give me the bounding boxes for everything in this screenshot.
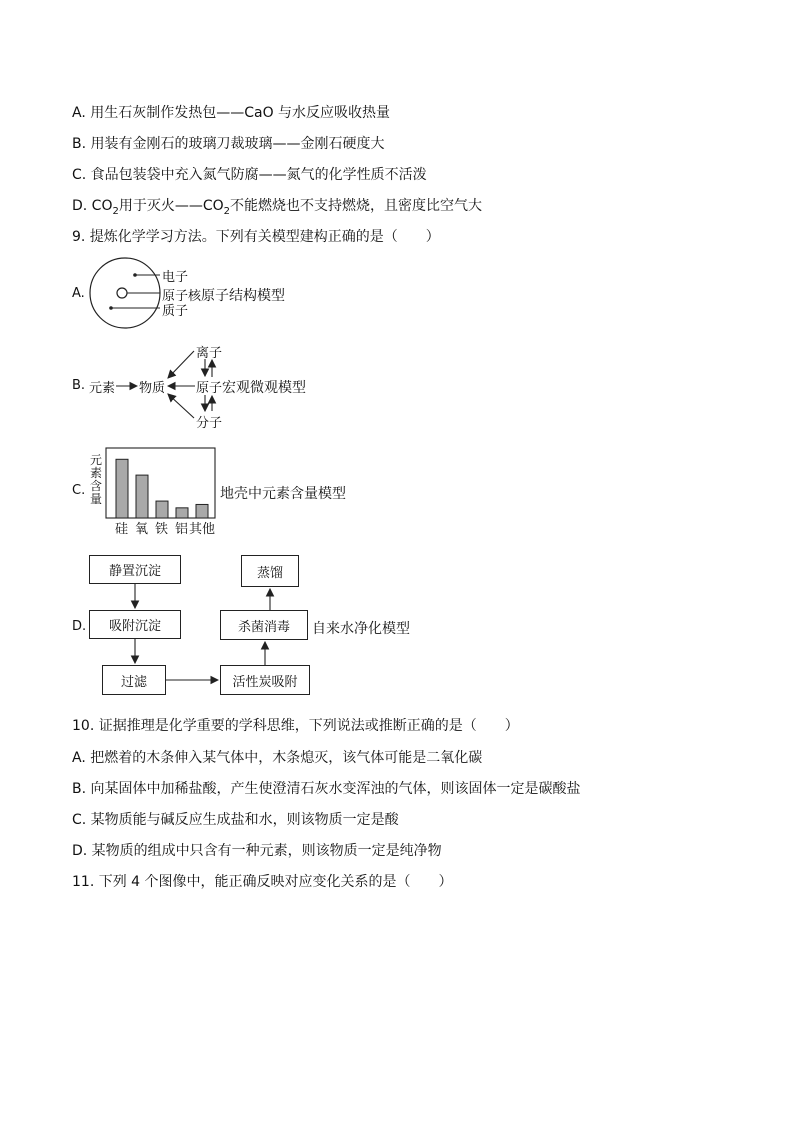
- step-distillation: 蒸馏: [241, 555, 299, 587]
- q8-option-b: B. 用装有金刚石的玻璃刀裁玻璃——金刚石硬度大: [72, 136, 385, 152]
- nucleus-text: 原子核: [162, 289, 202, 304]
- label-electron: 电子: [162, 270, 189, 285]
- step-static-settling: 静置沉淀: [89, 555, 181, 584]
- atom-text: 原子: [196, 381, 223, 396]
- atom-model-title: 原子结构模型: [201, 288, 286, 304]
- x-tick-2: 氧: [135, 522, 149, 537]
- q9-b-label: B.: [72, 378, 86, 393]
- q10-option-a: A. 把燃着的木条伸入某气体中，木条熄灭，该气体可能是二氧化碳: [72, 750, 483, 766]
- ylabel-char-3: 含: [89, 479, 102, 493]
- crust-model-title: 地壳中元素含量模型: [220, 486, 346, 502]
- q8-d-suffix: 不能燃烧也不支持燃烧，且密度比空气大: [230, 198, 483, 214]
- q8-option-a: A. 用生石灰制作发热包——CaO 与水反应吸收热量: [72, 105, 391, 121]
- step-activated-carbon: 活性炭吸附: [220, 665, 310, 695]
- ylabel-char-4: 量: [89, 492, 102, 506]
- label-ion: 离子: [196, 346, 223, 361]
- q10-option-c: C. 某物质能与碱反应生成盐和水，则该物质一定是酸: [72, 812, 399, 828]
- ylabel-char-2: 素: [89, 466, 102, 480]
- x-tick-1: 硅: [115, 522, 129, 537]
- q9-c-label: C.: [72, 483, 86, 498]
- step-disinfection: 杀菌消毒: [220, 610, 308, 640]
- step-adsorption-settling: 吸附沉淀: [89, 610, 181, 639]
- label-proton: 质子: [162, 304, 189, 319]
- q8-d-sub1: 2: [112, 205, 119, 217]
- q9-a-label: A.: [72, 286, 85, 301]
- macro-micro-model-title: 宏观微观模型: [222, 380, 307, 396]
- q9-d-label: D.: [72, 619, 87, 634]
- x-tick-5: 其他: [189, 522, 216, 537]
- q10-option-d: D. 某物质的组成中只含有一种元素，则该物质一定是纯净物: [72, 843, 442, 859]
- q8-option-c: C. 食品包装袋中充入氮气防腐——氮气的化学性质不活泼: [72, 167, 427, 183]
- label-molecule: 分子: [196, 416, 223, 431]
- q8-d-mid: 用于灭火——CO: [118, 198, 224, 214]
- q9-stem: 9. 提炼化学学习方法。下列有关模型建构正确的是（ ）: [72, 229, 440, 245]
- step-filtration: 过滤: [102, 665, 166, 695]
- q8-d-sub2: 2: [223, 205, 231, 217]
- x-tick-4: 铝: [175, 522, 189, 537]
- q11-stem: 11. 下列 4 个图像中，能正确反映对应变化关系的是（ ）: [72, 874, 453, 890]
- water-model-title: 自来水净化模型: [312, 621, 410, 637]
- q8-d-prefix: D. CO: [72, 198, 113, 214]
- label-substance: 物质: [139, 381, 166, 396]
- x-tick-3: 铁: [155, 522, 169, 537]
- q10-option-b: B. 向某固体中加稀盐酸，产生使澄清石灰水变浑浊的气体，则该固体一定是碳酸盐: [72, 781, 581, 797]
- ylabel-char-1: 元: [89, 453, 102, 467]
- label-element: 元素: [89, 381, 116, 396]
- q10-stem: 10. 证据推理是化学重要的学科思维，下列说法或推断正确的是（ ）: [72, 718, 519, 734]
